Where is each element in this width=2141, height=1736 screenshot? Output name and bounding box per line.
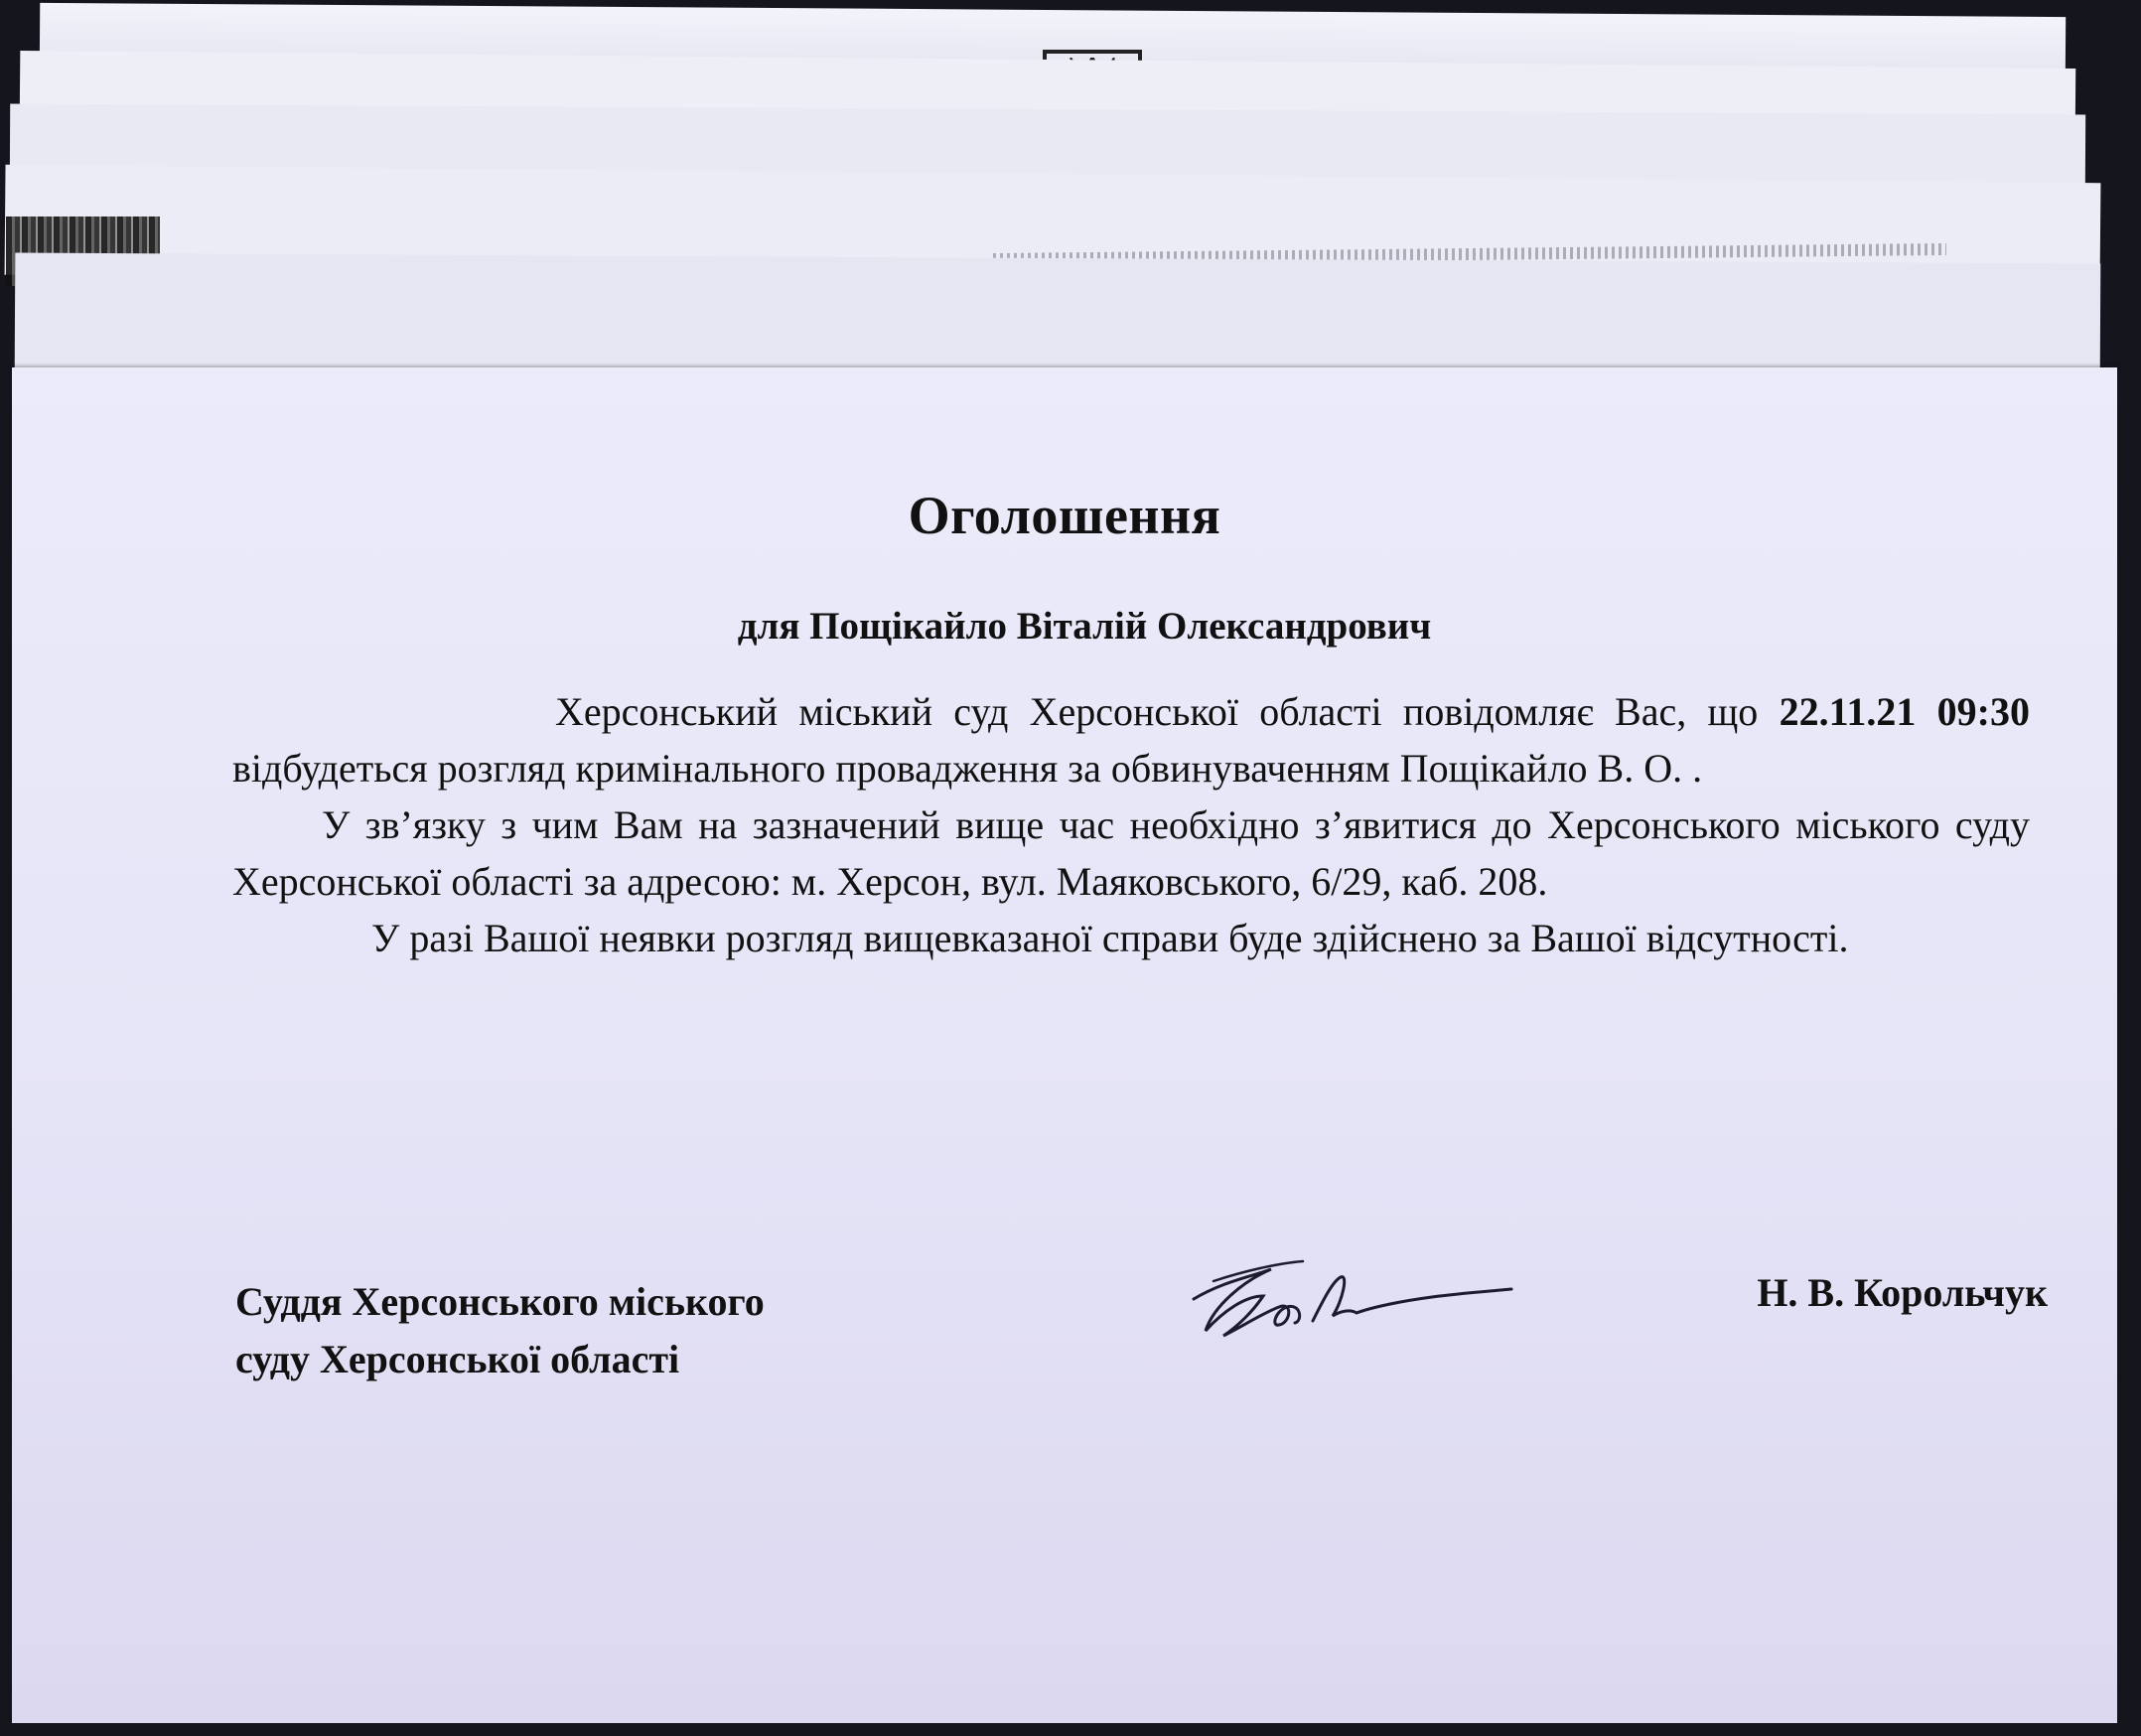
judge-position	[235, 1273, 765, 1388]
page-title: Оголошення	[908, 486, 1221, 545]
hearing-text: відбудеться розгляд кримінального провадження за обвинуваченням Пощікайло В. О. .	[232, 746, 1703, 791]
handwritten-signature	[1184, 1241, 1521, 1356]
paragraph-hearing	[232, 683, 2030, 796]
paragraph-appearance: У зв’язку з чим Вам на зазначений вище час необхідно з’явитися до Херсонського міського суду Херсонської області за адресою: м. Херсон, вул. Маяковського, 6/29, каб. 208.	[232, 802, 2030, 904]
hearing-datetime: 22.11.21 09:30	[1779, 689, 2031, 734]
judge-position-line: Суддя Херсонського міського	[235, 1279, 765, 1324]
intro-text: Херсонський міський суд Херсонської області повідомляє Вас, що	[555, 689, 1759, 734]
addressee-line: для Пощікайло Віталій Олександрович	[737, 605, 1432, 648]
paragraph-absence: У разі Вашої неявки розгляд вищевказаної справи буде здійснено за Вашої відсутності.	[371, 916, 1849, 960]
background-sheet	[15, 253, 2101, 384]
notice-body	[232, 683, 2030, 966]
judge-position-line: суду Херсонської області	[235, 1337, 680, 1381]
judge-name: Н. В. Корольчук	[1757, 1270, 2048, 1315]
notice-sheet	[12, 367, 2117, 1723]
